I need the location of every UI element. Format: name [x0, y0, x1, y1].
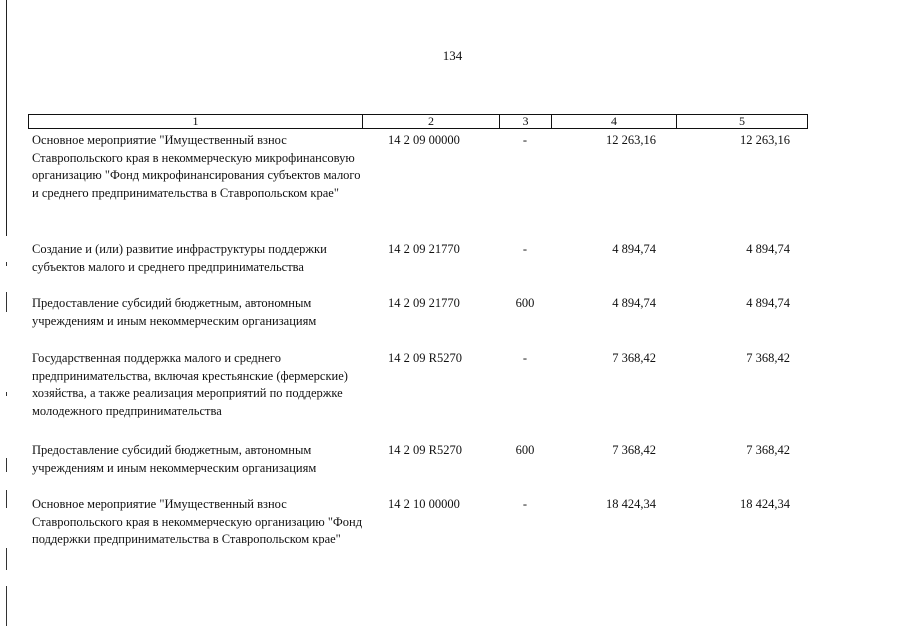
scan-mark	[6, 490, 7, 508]
row-value-5: 4 894,74	[746, 296, 790, 310]
row-value-5: 7 368,42	[746, 443, 790, 457]
row-code: 14 2 10 00000	[388, 497, 460, 511]
header-col-5: 5	[676, 115, 807, 128]
row-name: Предоставление субсидий бюджетным, автономным учреждениям и иным некоммерческим организациям	[32, 296, 317, 328]
row-value-4: 4 894,74	[612, 242, 656, 256]
header-col-2: 2	[362, 115, 499, 128]
row-code: 14 2 09 21770	[388, 296, 460, 310]
row-code: 14 2 09 21770	[388, 242, 460, 256]
header-col-4: 4	[551, 115, 676, 128]
row-value-5: 18 424,34	[740, 497, 790, 511]
row-code: 14 2 09 R5270	[388, 351, 462, 365]
scan-mark	[6, 262, 7, 266]
row-name: Государственная поддержка малого и среднего предпринимательства, включая крестьянские (фермерские) хозяйства, а также реализация мероприятий по поддержке молодежного предпринимательства	[32, 351, 348, 418]
scan-mark	[6, 392, 7, 396]
row-type: 600	[515, 296, 535, 310]
row-value-5: 4 894,74	[746, 242, 790, 256]
row-value-5: 7 368,42	[746, 351, 790, 365]
row-value-4: 7 368,42	[612, 443, 656, 457]
row-value-4: 7 368,42	[612, 351, 656, 365]
row-type: -	[522, 351, 528, 365]
scan-mark	[6, 292, 7, 312]
page-number-text: 134	[442, 48, 463, 63]
row-type: -	[522, 133, 528, 147]
header-col-3: 3	[499, 115, 551, 128]
row-name: Основное мероприятие "Имущественный взнос Ставропольского края в некоммерческую микрофинансовую организацию "Фонд микрофинансирования субъектов малого и среднего предпринимательства в Ставропольском крае"	[32, 133, 361, 200]
page-number	[0, 48, 905, 64]
scan-mark	[6, 548, 7, 570]
row-code: 14 2 09 00000	[388, 133, 460, 147]
row-code: 14 2 09 R5270	[388, 443, 462, 457]
row-type: -	[522, 242, 528, 256]
scan-mark	[6, 458, 7, 472]
row-name: Создание и (или) развитие инфраструктуры поддержки субъектов малого и среднего предпринимательства	[32, 242, 327, 274]
row-value-4: 18 424,34	[606, 497, 656, 511]
row-type: 600	[515, 443, 535, 457]
row-name: Предоставление субсидий бюджетным, автономным учреждениям и иным некоммерческим организациям	[32, 443, 317, 475]
row-value-5: 12 263,16	[740, 133, 790, 147]
row-type: -	[522, 497, 528, 511]
scan-edge-line	[6, 0, 7, 236]
row-value-4: 4 894,74	[612, 296, 656, 310]
row-value-4: 12 263,16	[606, 133, 656, 147]
scan-mark	[6, 586, 7, 626]
row-name: Основное мероприятие "Имущественный взнос Ставропольского края в некоммерческую организацию "Фонд поддержки предпринимательства в Ставропольском крае"	[32, 497, 363, 546]
header-col-1: 1	[192, 114, 199, 128]
table-header-row	[28, 114, 808, 129]
